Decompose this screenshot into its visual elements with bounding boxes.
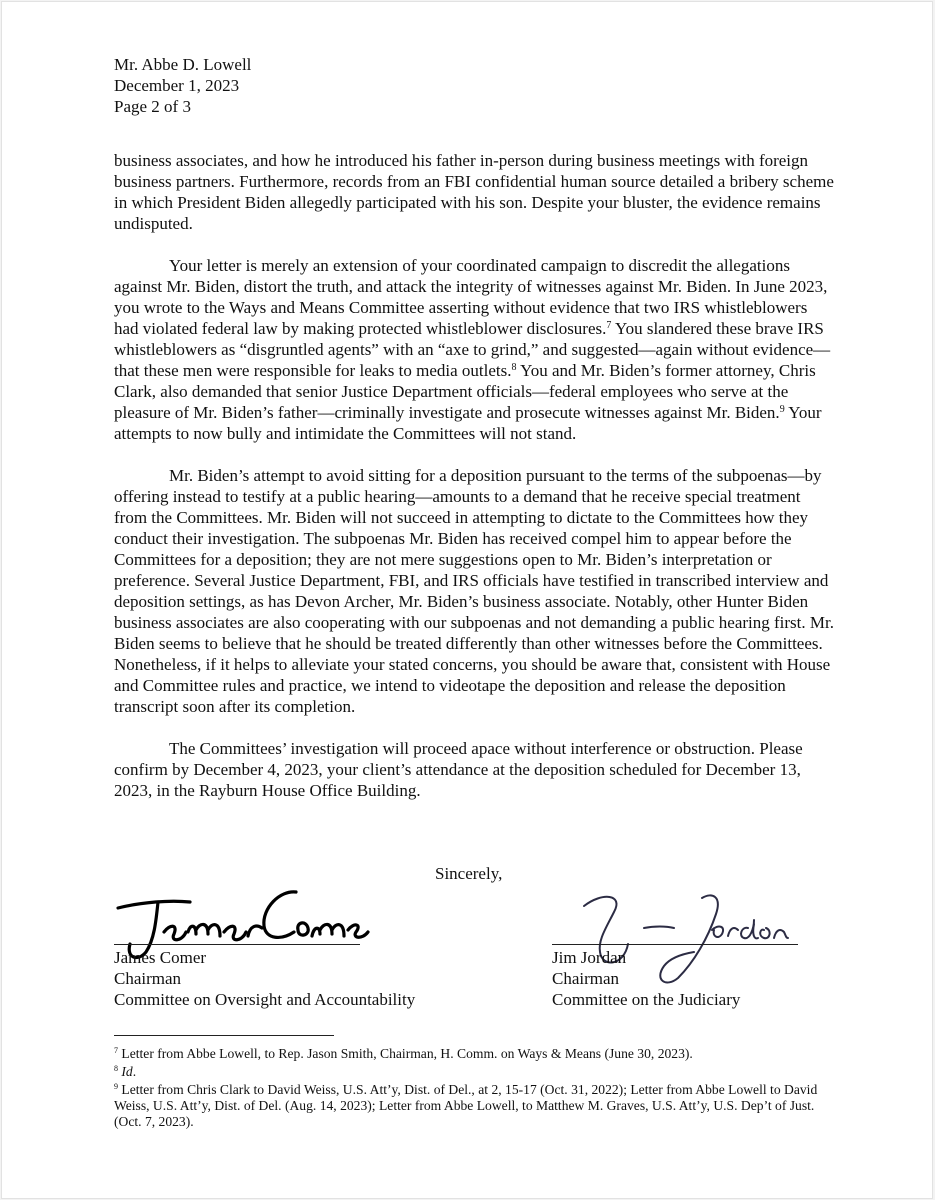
footnote-ref-9: 9: [779, 404, 785, 415]
footnote-8: [114, 1064, 834, 1080]
footnote-7-text: Letter from Abbe Lowell, to Rep. Jason Smith, Chairman, H. Comm. on Ways & Means (June 30, 2023).: [118, 1046, 693, 1061]
footnote-divider: [114, 1035, 334, 1036]
footnote-ref-7: 7: [606, 320, 612, 331]
letter-header: [114, 54, 251, 117]
footnote-9: [114, 1082, 834, 1130]
footnote-8-period: .: [132, 1064, 137, 1079]
comer-title: Chairman: [114, 969, 182, 988]
jordan-signature-block: [552, 944, 798, 1010]
page-indicator: Page 2 of 3: [114, 97, 191, 116]
footnote-ref-8: 8: [511, 362, 517, 373]
recipient-name: Mr. Abbe D. Lowell: [114, 55, 252, 74]
letter-page: [2, 2, 932, 1198]
comer-signature-block: [114, 944, 416, 1010]
paragraph-4: The Committees’ investigation will proceed apace without interference or obstruction. Please confirm by December 4, 2023, your client’s attendance at the deposition scheduled for December 13, 2023, in the Rayburn House Office Building.: [114, 739, 803, 800]
paragraph-2-part-d: Your attempts to now bully and intimidate the Committees will not stand.: [114, 403, 822, 443]
footnote-9-number: 9: [114, 1082, 118, 1091]
letter-body: [114, 150, 834, 822]
paragraph-2-part-c: You and Mr. Biden’s former attorney, Chris Clark, also demanded that senior Justice Department officials—federal employees who serve at the pleasure of Mr. Biden’s father—criminally investigate and prosecute witnesses against Mr. Biden.: [114, 361, 816, 422]
jordan-name: Jim Jordan: [552, 948, 627, 967]
paragraph-2-part-b: You slandered these brave IRS whistleblowers as “disgruntled agents” with an “axe to grind,” and suggested—again without evidence—that these men were responsible for leaks to media outlets.: [114, 319, 831, 380]
jordan-title: Chairman: [552, 969, 620, 988]
footnote-8-text: Id: [121, 1064, 133, 1079]
comer-committee: Committee on Oversight and Accountability: [114, 990, 416, 1009]
letter-date: December 1, 2023: [114, 76, 240, 95]
footnote-7-number: 7: [114, 1046, 118, 1055]
footnote-9-text: Letter from Chris Clark to David Weiss, U.S. Att’y, Dist. of Del., at 2, 15-17 (Oct. 31, 2022); Letter from Abbe Lowell to David Weiss, U.S. Att’y, Dist. of Del. (Aug. 14, 2023); Letter from Abbe Lowell, to Matthew M. Graves, U.S. Att’y, U.S. Dep’t of Just. (Oct. 7, 2023).: [114, 1082, 818, 1129]
footnote-8-number: 8: [114, 1064, 118, 1073]
jordan-committee: Committee on the Judiciary: [552, 990, 741, 1009]
footnotes-section: [114, 1046, 834, 1132]
closing-salutation: Sincerely,: [435, 864, 503, 883]
footnote-7: [114, 1046, 834, 1062]
paragraph-2: [114, 255, 834, 444]
paragraph-3: Mr. Biden’s attempt to avoid sitting for a deposition pursuant to the terms of the subpoenas—by offering instead to testify at a public hearing—amounts to a demand that he receive special treatment from the Committees. Mr. Biden will not succeed in attempting to dictate to the Committees how they conduct their investigation. The subpoenas Mr. Biden has received compel him to appear before the Committees for a deposition; they are not mere suggestions open to Mr. Biden’s interpretation or preference. Several Justice Department, FBI, and IRS officials have testified in transcribed interview and deposition settings, as has Devon Archer, Mr. Biden’s business associate. Notably, other Hunter Biden business associates are also cooperating with our subpoenas and not demanding a public hearing first. Mr. Biden seems to believe that he should be treated differently than other witnesses before the Committees. Nonetheless, if it helps to alleviate your stated concerns, you should be aware that, consistent with House and Committee rules and practice, we intend to videotape the deposition and release the deposition transcript soon after its completion.: [114, 466, 834, 716]
paragraph-2-part-a: Your letter is merely an extension of your coordinated campaign to discredit the allegations against Mr. Biden, distort the truth, and attack the integrity of witnesses against Mr. Biden. In June 2023, you wrote to the Ways and Means Committee asserting without evidence that two IRS whistleblowers had violated federal law by making protected whistleblower disclosures.: [114, 256, 828, 338]
paragraph-1: business associates, and how he introduced his father in-person during business meetings with foreign business partners. Furthermore, records from an FBI confidential human source detailed a bribery scheme in which President Biden allegedly participated with his son. Despite your bluster, the evidence remains undisputed.: [114, 151, 834, 233]
comer-name: James Comer: [114, 948, 207, 967]
